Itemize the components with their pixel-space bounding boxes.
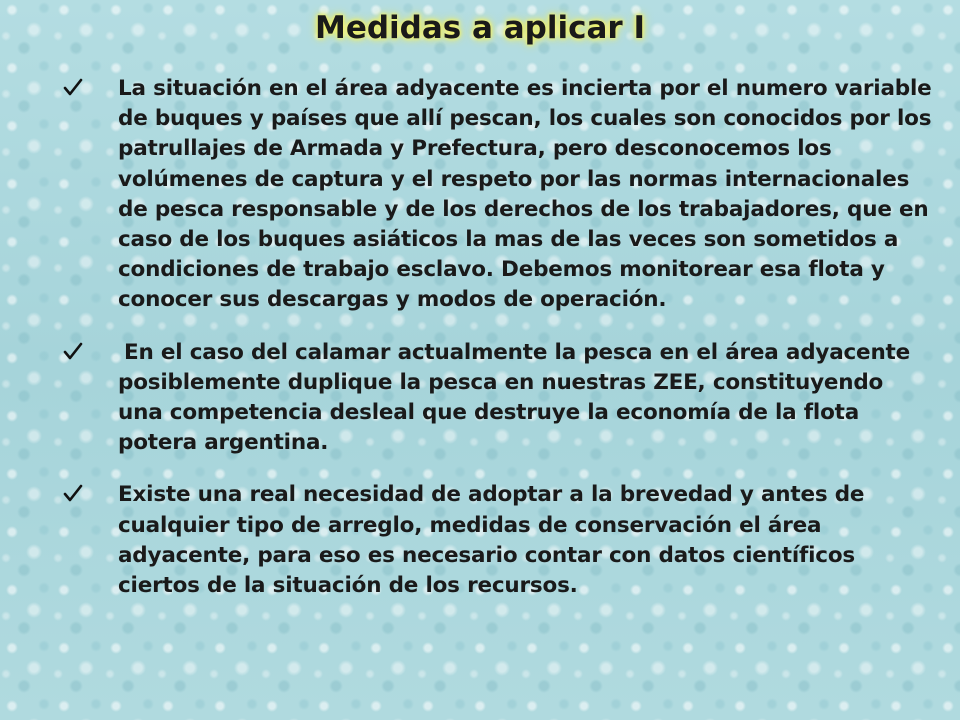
bullet-item-2 — [62, 338, 932, 459]
bullet-item-1 — [62, 74, 932, 316]
bullet-list — [62, 74, 932, 623]
bullet-text: Existe una real necesidad de adoptar a la brevedad y antes de cualquier tipo de arreglo, medidas de conservación el área adyacente, para eso es necesario contar con datos científicos ciertos de la situación de los recursos. — [118, 482, 865, 599]
checkmark-icon — [62, 482, 84, 504]
bullet-text: La situación en el área adyacente es incierta por el numero variable de buques y países que allí pescan, los cuales son conocidos por los patrullajes de Armada y Prefectura, pero desconocemos los volúmenes de captura y el respeto por las normas internacionales de pesca responsable y de los derechos de los trabajadores, que en caso de los buques asiáticos la mas de las veces son sometidos a condiciones de trabajo esclavo. Debemos monitorear esa flota y conocer sus descargas y modos de operación. — [118, 76, 932, 313]
checkmark-icon — [62, 76, 84, 98]
bullet-item-3 — [62, 480, 932, 601]
bullet-text: En el caso del calamar actualmente la pesca en el área adyacente posiblemente duplique la pesca en nuestras ZEE, constituyendo una competencia desleal que destruye la economía de la flota potera argentina. — [118, 339, 911, 456]
checkmark-icon — [62, 340, 84, 362]
slide-title: Medidas a aplicar I — [314, 10, 646, 46]
